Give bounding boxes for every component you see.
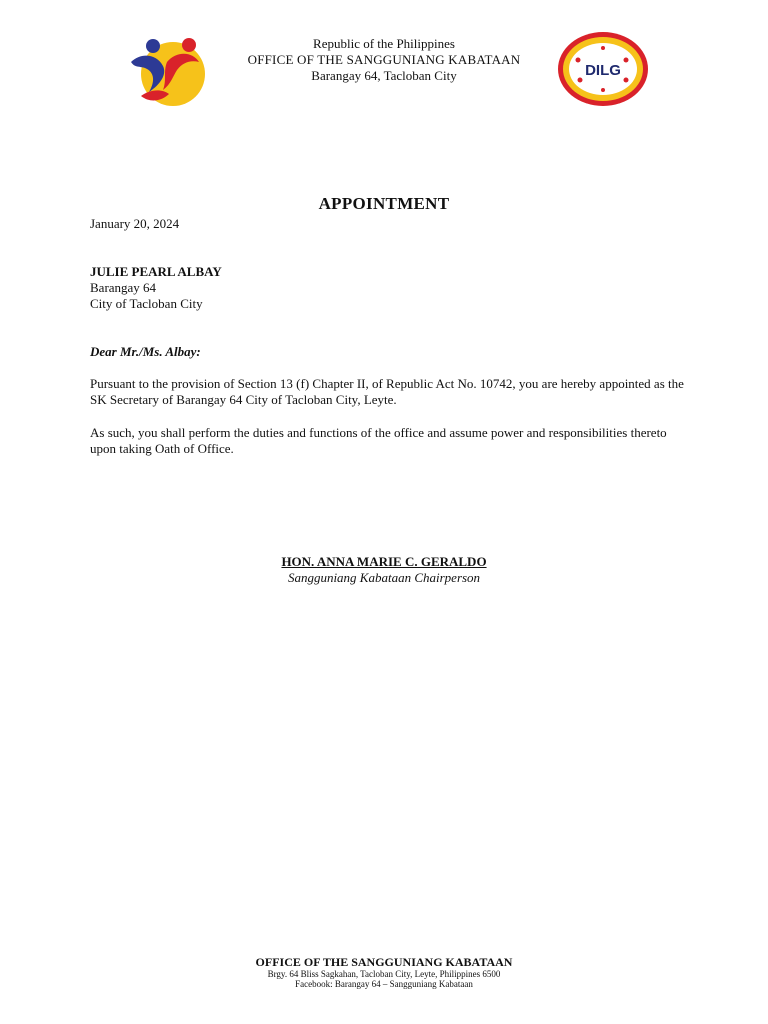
header-location: Barangay 64, Tacloban City: [311, 68, 457, 83]
signatory-name-block: [0, 554, 768, 570]
header-country: Republic of the Philippines: [313, 36, 455, 51]
salutation: Dear Mr./Ms. Albay:: [90, 344, 201, 359]
signatory-title: Sangguniang Kabataan Chairperson: [287, 570, 481, 585]
signatory-name: HON. ANNA MARIE C. GERALDO: [281, 554, 487, 569]
letter-date: January 20, 2024: [90, 216, 180, 231]
footer-office: OFFICE OF THE SANGGUNIANG KABATAAN: [255, 955, 513, 969]
recipient-name: JULIE PEARL ALBAY: [90, 264, 222, 279]
body-paragraph-1: Pursuant to the provision of Section 13 (f) Chapter II, of Republic Act No. 10742, you are hereby appointed as the SK Secretary of Barangay 64 City of Tacloban City, Leyte.: [90, 376, 684, 407]
dilg-seal: [556, 30, 650, 108]
footer-facebook: Facebook: Barangay 64 – Sangguniang Kabataan: [295, 979, 473, 989]
dilg-seal-text: DILG: [585, 62, 621, 79]
body-paragraph-2: As such, you shall perform the duties and functions of the office and assume power and responsibilities thereto upon taking Oath of Office.: [90, 425, 667, 456]
recipient-address-line1: Barangay 64: [90, 280, 157, 295]
footer-address: Brgy. 64 Bliss Sagkahan, Tacloban City, Leyte, Philippines 6500: [267, 969, 501, 979]
header-office: OFFICE OF THE SANGGUNIANG KABATAAN: [247, 52, 521, 67]
recipient-address-line2: City of Tacloban City: [90, 296, 203, 311]
document-title: APPOINTMENT: [318, 194, 450, 213]
